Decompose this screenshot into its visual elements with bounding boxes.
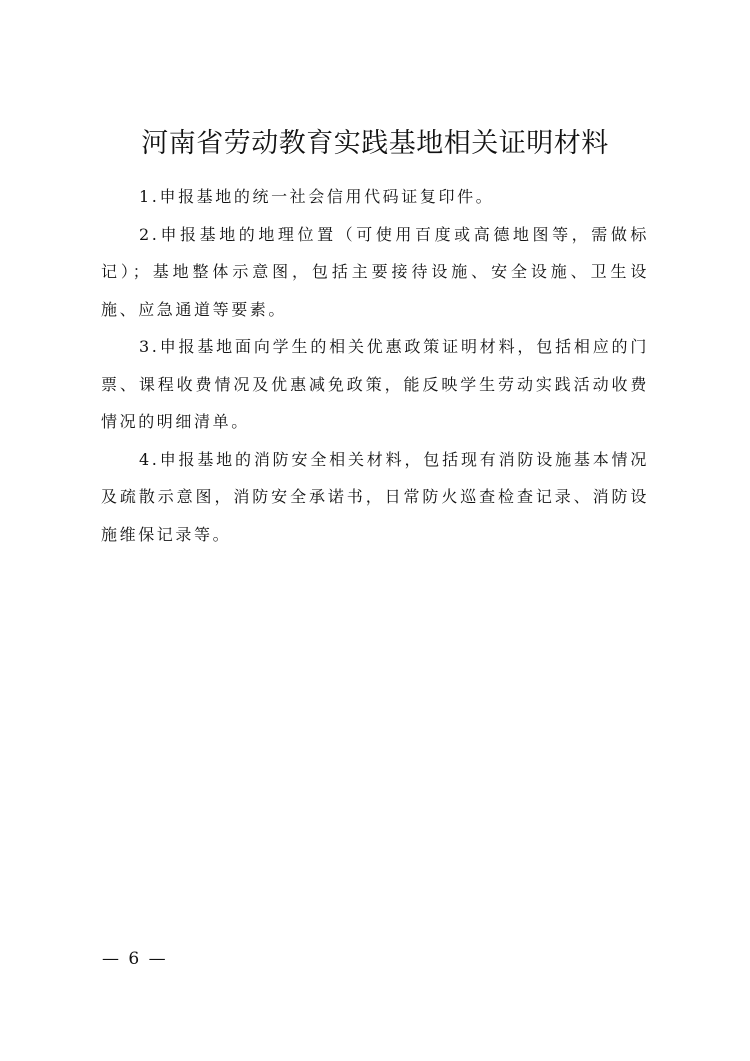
- paragraph-2: 2.申报基地的地理位置（可使用百度或高德地图等，需做标记）；基地整体示意图，包括主要接待设施、安全设施、卫生设施、应急通道等要素。: [101, 224, 649, 319]
- page-number: — 6 —: [102, 949, 168, 969]
- paragraph-4: 4.申报基地的消防安全相关材料，包括现有消防设施基本情况及疏散示意图，消防安全承诺书，日常防火巡查检查记录、消防设施维保记录等。: [101, 449, 649, 544]
- paragraph-1: 1.申报基地的统一社会信用代码证复印件。: [139, 187, 495, 206]
- document-title: 河南省劳动教育实践基地相关证明材料: [141, 128, 609, 159]
- paragraph-3: 3.申报基地面向学生的相关优惠政策证明材料，包括相应的门票、课程收费情况及优惠减免政策，能反映学生劳动实践活动收费情况的明细清单。: [101, 337, 649, 431]
- document-body: [101, 178, 649, 553]
